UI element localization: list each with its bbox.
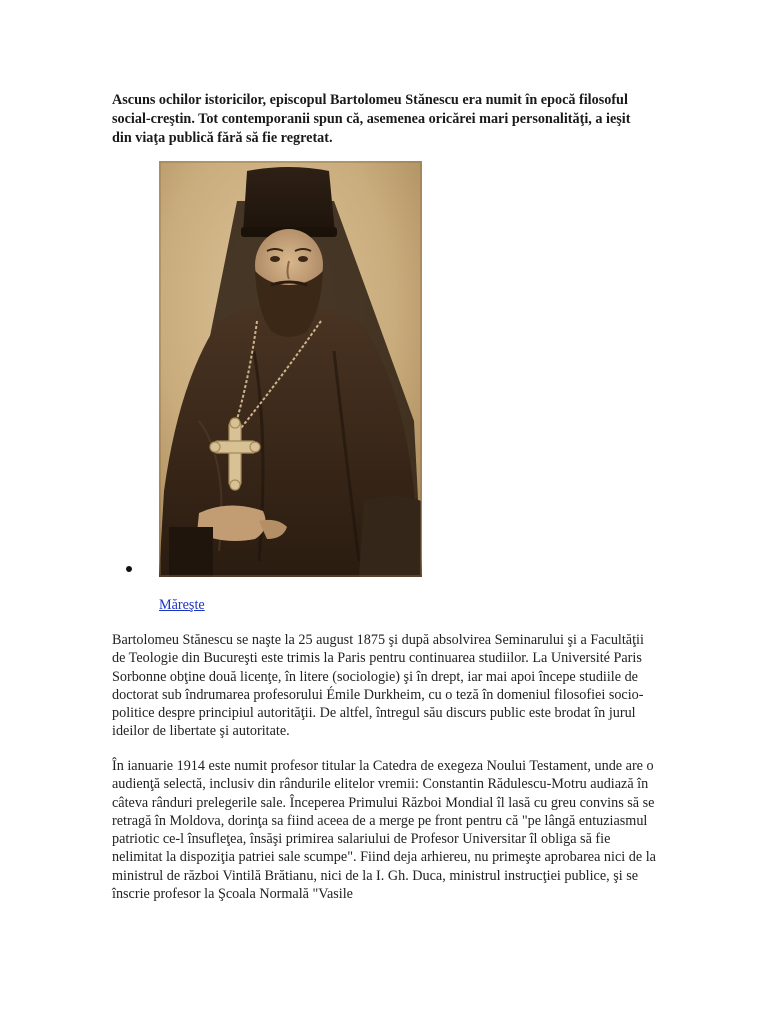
body-paragraph: Bartolomeu Stănescu se naşte la 25 august 1875 şi după absolvirea Seminarului şi a Facultăţii de Teologie din Bucureşti este trimis la Paris pentru continuarea studiilor. La Université Paris Sorbonne obţine două licenţe, în litere (sociologie) şi în drept, iar mai apoi începe studiile de doctorat sub îndrumarea profesorului Émile Durkheim, cu o teză în domeniul filosofiei socio-politice despre principiul autorităţii. De altfel, întregul său discurs public este brodat în jurul ideilor de libertate şi autoritate. [112,632,644,740]
portrait-photo[interactable] [159,161,422,577]
enlarge-link[interactable]: Măreşte [159,597,205,613]
list-bullet [126,566,132,572]
portrait-illustration [159,161,422,577]
intro-paragraph: Ascuns ochilor istoricilor, episcopul Bartolomeu Stănescu era numit în epocă filosoful social-creştin. Tot contemporanii spun că, asemenea oricărei mari personalităţi, a ieşit din viaţa publică fără să fie regretat. [112,92,631,146]
body-paragraph: În ianuarie 1914 este numit profesor titular la Catedra de exegeza Noului Testament, unde are o audienţă selectă, inclusiv din rândurile elitelor vremii: Constantin Rădulescu-Motru audiază în câteva rânduri prelegerile sale. Începerea Primului Război Mondial îl lasă cu greu convins să se retragă în Moldova, dorinţa sa fiind aceea de a merge pe front pentru că "pe lângă entuziasmul patriotic ce-l însufleţea, însăşi primirea salariului de Profesor Universitar îl obliga să fie nelimitat la dispoziţia patriei sale scumpe". Fiind deja arhiereu, nu primeşte aprobarea nici de la ministrul de război Vintilă Brătianu, nici de la I. Gh. Duca, ministrul instrucţiei publice, şi se înscrie profesor la Şcoala Normală "Vasile [112,758,656,903]
